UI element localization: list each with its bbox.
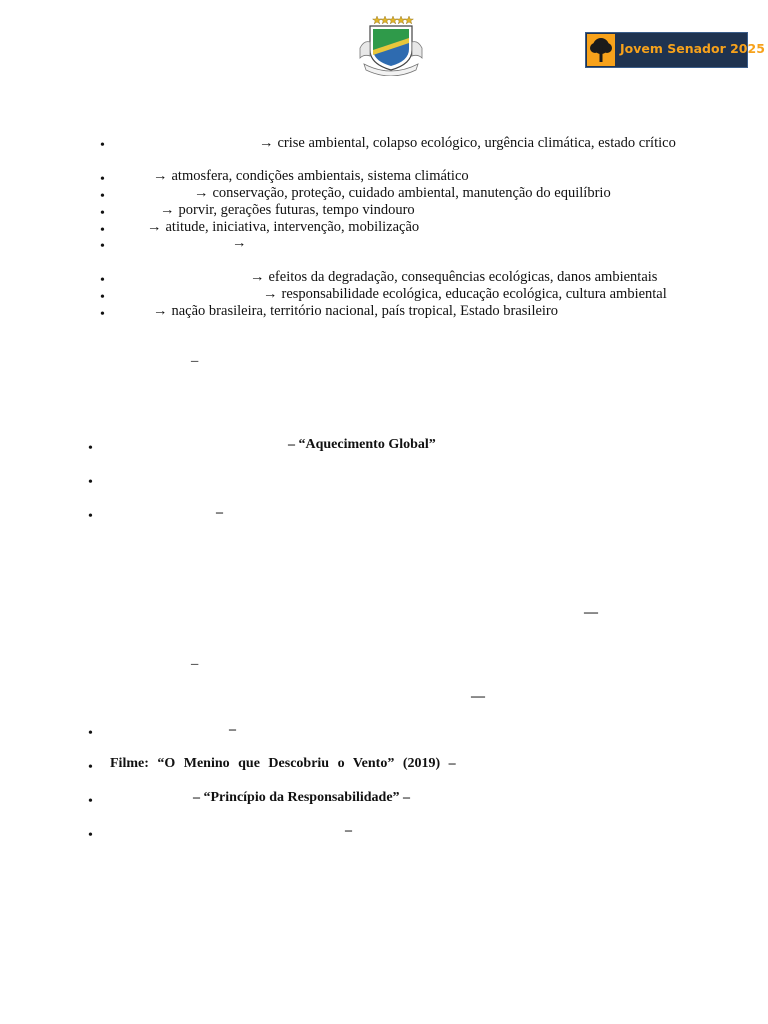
bullet: • xyxy=(88,828,93,843)
bullet: • xyxy=(88,475,93,490)
dash-mark: – xyxy=(229,722,236,737)
bullet: • xyxy=(88,509,93,524)
badge-title: Jovem Senador 2025 xyxy=(620,41,765,56)
synonym-item: → atitude, iniciativa, intervenção, mobilização xyxy=(147,219,420,235)
bullet: • xyxy=(88,726,93,741)
dash-mark: – xyxy=(191,656,199,672)
bullet: • xyxy=(100,206,105,221)
bullet: • xyxy=(100,273,105,288)
dash-mark: — xyxy=(584,605,598,620)
bullet: • xyxy=(100,172,105,187)
bullet: • xyxy=(100,223,105,238)
tree-icon xyxy=(587,34,615,66)
synonym-item: → nação brasileira, território nacional, país tropical, Estado brasileiro xyxy=(153,303,559,319)
bullet: • xyxy=(88,441,93,456)
bullet: • xyxy=(88,760,93,775)
synonym-item: → conservação, proteção, cuidado ambiental, manutenção do equilíbrio xyxy=(194,185,611,201)
repertoire-item-principle: – “Princípio da Responsabilidade” – xyxy=(193,790,411,805)
synonym-item: → responsabilidade ecológica, educação ecológica, cultura ambiental xyxy=(263,286,667,302)
dash-mark: — xyxy=(471,689,485,704)
synonym-item: → crise ambiental, colapso ecológico, urgência climática, estado crítico xyxy=(259,135,676,151)
dash-mark: – xyxy=(191,353,199,369)
dash-mark: – xyxy=(345,823,352,838)
bullet: • xyxy=(100,290,105,305)
bullet: • xyxy=(88,794,93,809)
coat-of-arms-logo xyxy=(354,12,428,76)
synonym-item: → xyxy=(232,235,247,251)
jovem-senador-badge xyxy=(585,32,765,68)
synonym-item: → porvir, gerações futuras, tempo vindouro xyxy=(160,202,415,218)
repertoire-item-film: Filme: “O Menino que Descobriu o Vento” (2019) – xyxy=(110,756,456,771)
bullet: • xyxy=(100,189,105,204)
bullet: • xyxy=(100,239,105,254)
synonym-item: → efeitos da degradação, consequências ecológicas, danos ambientais xyxy=(250,269,658,285)
synonym-item: → atmosfera, condições ambientais, sistema climático xyxy=(153,168,469,184)
bullet: • xyxy=(100,307,105,322)
repertoire-item-title: – “Aquecimento Global” xyxy=(288,437,436,452)
dash-mark: – xyxy=(216,505,223,520)
bullet: • xyxy=(100,138,105,153)
